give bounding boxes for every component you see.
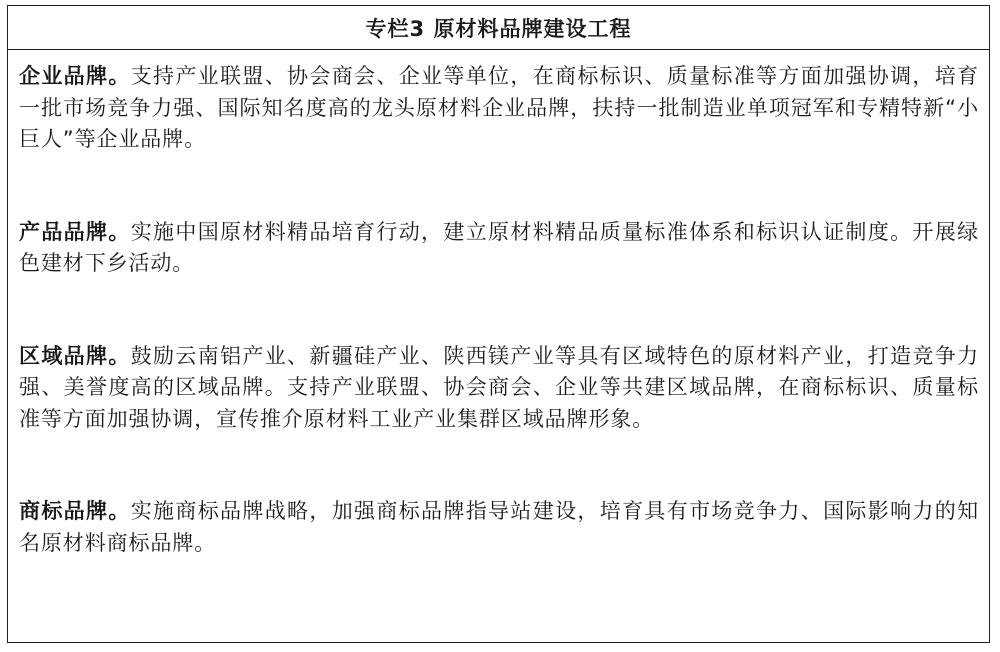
column-header [8, 6, 989, 50]
section-lead: 产品品牌。 [19, 219, 131, 244]
section-lead: 区域品牌。 [19, 343, 131, 368]
section-text: 实施商标品牌战略，加强商标品牌指导站建设，培育具有市场竞争力、国际影响力的知名原材料商标品牌。 [19, 499, 980, 555]
section-text: 鼓励云南铝产业、新疆硅产业、陕西镁产业等具有区域特色的原材料产业，打造竞争力强、美誉度高的区域品牌。支持产业联盟、协会商会、企业等共建区域品牌，在商标标识、质量标准等方面加强协调，宣传推介原材料工业产业集群区域品牌形象。 [19, 343, 980, 431]
section-text: 支持产业联盟、协会商会、企业等单位，在商标标识、质量标准等方面加强协调，培育一批市场竞争力强、国际知名度高的龙头原材料企业品牌，扶持一批制造业单项冠军和专精特新“小巨人”等企业品牌。 [19, 64, 980, 151]
section-regional-brand [19, 341, 979, 436]
column-box [7, 5, 990, 643]
section-lead: 企业品牌。 [19, 64, 131, 88]
section-trademark-brand [19, 496, 979, 559]
section-enterprise-brand [19, 61, 979, 156]
section-product-brand [19, 217, 979, 280]
section-text: 实施中国原材料精品培育行动，建立原材料精品质量标准体系和标识认证制度。开展绿色建材下乡活动。 [19, 219, 980, 275]
column-title: 专栏3 原材料品牌建设工程 [365, 16, 632, 41]
column-body [8, 50, 989, 559]
section-lead: 商标品牌。 [19, 499, 131, 523]
